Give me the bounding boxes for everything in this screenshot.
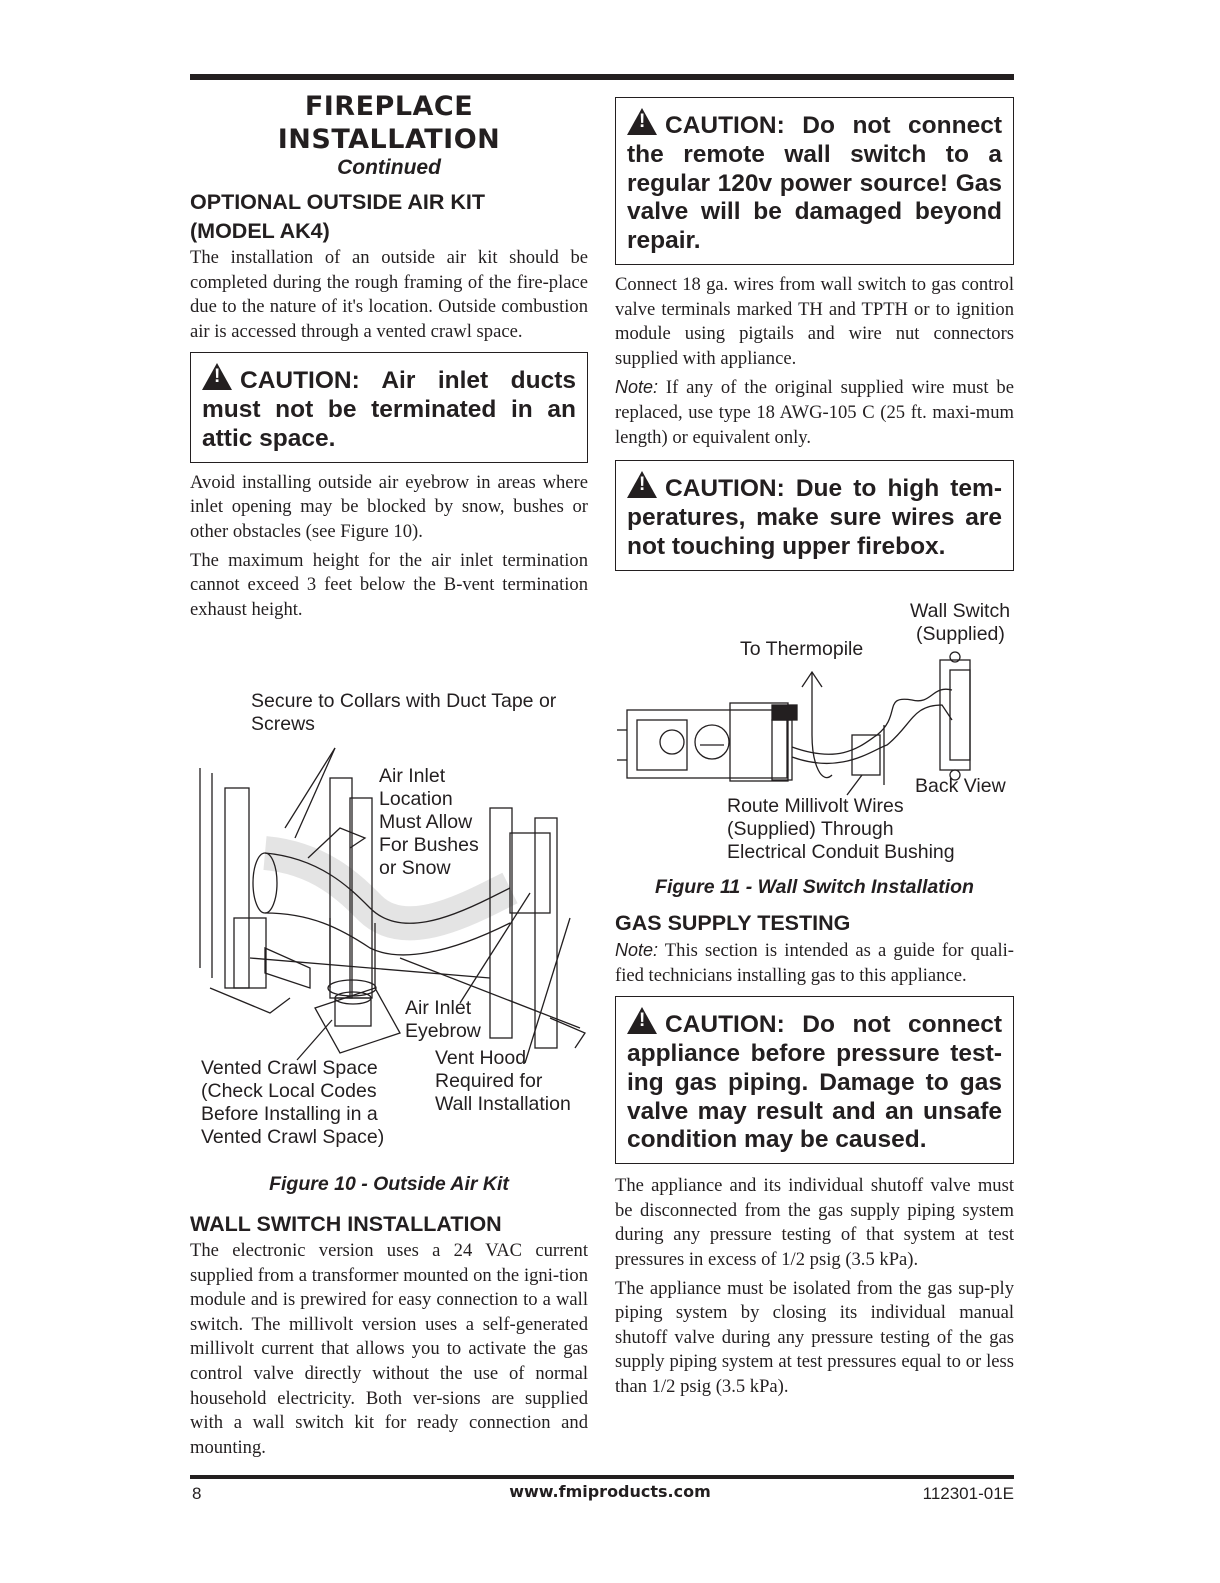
- figure-11: [612, 595, 1017, 870]
- paragraph: The appliance and its individual shutoff valve must be disconnected from the gas supply piping system during any pressure testing of that system at test pressures in excess of 1/2 psig (3.5 kPa).: [615, 1175, 1014, 1270]
- label-vented-crawl-space: Vented Crawl Space (Check Local Codes Before Installing in a Vented Crawl Space): [201, 1057, 385, 1148]
- page-subtitle: Continued: [337, 156, 441, 179]
- caution-box: [615, 996, 1014, 1164]
- label-air-inlet-location: Air Inlet Location Must Allow For Bushes or Snow: [379, 765, 479, 879]
- warning-icon: [202, 363, 232, 390]
- paragraph: The electronic version uses a 24 VAC current supplied from a transformer mounted on the igni-tion module and is prewired for easy connection to a wall switch. The millivolt version uses a self-generated millivolt current that allows you to activate the gas control valve directly without the use of normal household electricity. Both ver-sions are supplied with a wall switch kit for ready connection and mounting.: [190, 1240, 588, 1458]
- warning-icon: [627, 1007, 657, 1034]
- top-rule: [190, 74, 1014, 80]
- label-secure: Screws: [251, 713, 315, 735]
- page-title-line2: INSTALLATION: [277, 124, 501, 155]
- section-heading: GAS SUPPLY TESTING: [615, 911, 851, 935]
- paragraph: The appliance must be isolated from the gas sup-ply piping system by closing its individual manual shutoff valve during any pressure testing of the gas supply piping system at test pressures equal to or less than 1/2 psig (3.5 kPa).: [615, 1277, 1014, 1397]
- warning-icon: [627, 108, 657, 135]
- label-to-thermopile: To Thermopile: [740, 638, 864, 660]
- label-route-wires: Route Millivolt Wires (Supplied) Through Electrical Conduit Bushing: [727, 795, 955, 863]
- caution-text: CAUTION: Do not connect appliance before pressure test-ing gas piping. Damage to gas valve may result and an unsafe condition may be caused.: [627, 1011, 1002, 1154]
- paragraph: The installation of an outside air kit should be completed during the rough framing of the fire-place due to the nature of it's location. Outside combustion air is accessed through a vented crawl space.: [190, 247, 588, 342]
- page-number: 8: [192, 1484, 202, 1503]
- right-column-bottom: [615, 876, 1014, 1404]
- caution-box: [615, 97, 1014, 265]
- label-wall-switch: Wall Switch (Supplied): [910, 600, 1011, 645]
- right-column: [615, 97, 1014, 571]
- label-air-inlet-eyebrow: Air Inlet Eyebrow: [405, 997, 481, 1042]
- section-heading: OPTIONAL OUTSIDE AIR KIT: [190, 190, 486, 214]
- section-heading: WALL SWITCH INSTALLATION: [190, 1212, 502, 1236]
- note-paragraph: Note: This section is intended as a guide for quali-fied technicians installing gas to this appliance.: [615, 940, 1014, 986]
- document-number: 112301-01E: [922, 1484, 1014, 1503]
- caution-text: CAUTION: Due to high tem-peratures, make sure wires are not touching upper firebox.: [627, 475, 1002, 560]
- note-paragraph: Note: If any of the original supplied wire must be replaced, use type 18 AWG-105 C (25 ft. maxi-mum length) or equivalent only.: [615, 377, 1014, 448]
- page-title-line1: FIREPLACE: [304, 91, 474, 122]
- section-heading-model: (MODEL AK4): [190, 219, 330, 243]
- left-column-bottom: [190, 1173, 588, 1464]
- label-vent-hood: Vent Hood Required for Wall Installation: [435, 1047, 571, 1115]
- label-secure: Secure to Collars with Duct Tape or: [251, 690, 557, 712]
- bottom-rule: [190, 1475, 1014, 1479]
- figure-caption: Figure 10 - Outside Air Kit: [269, 1173, 509, 1195]
- figure-caption: Figure 11 - Wall Switch Installation: [655, 876, 974, 898]
- left-column: [190, 90, 588, 626]
- paragraph: Connect 18 ga. wires from wall switch to gas control valve terminals marked TH and TPTH or to ignition module using pigtails and wire nut connectors supplied with appliance.: [615, 273, 1014, 369]
- label-back-view: Back View: [915, 775, 1006, 797]
- caution-box: [615, 460, 1014, 570]
- warning-icon: [627, 471, 657, 498]
- caution-text: CAUTION: Air inlet ducts must not be terminated in an attic space.: [202, 367, 576, 452]
- website-url: www.fmiproducts.com: [509, 1482, 711, 1501]
- caution-text: CAUTION: Do not connect the remote wall switch to a regular 120v power source! Gas valve will be damaged beyond repair.: [627, 112, 1002, 255]
- figure-10: [190, 688, 590, 1158]
- caution-box: [190, 352, 588, 462]
- paragraph: Avoid installing outside air eyebrow in areas where inlet opening may be blocked by snow, bushes or other obstacles (see Figure 10).: [190, 471, 588, 542]
- paragraph: The maximum height for the air inlet termination cannot exceed 3 feet below the B-vent termination exhaust height.: [190, 549, 588, 620]
